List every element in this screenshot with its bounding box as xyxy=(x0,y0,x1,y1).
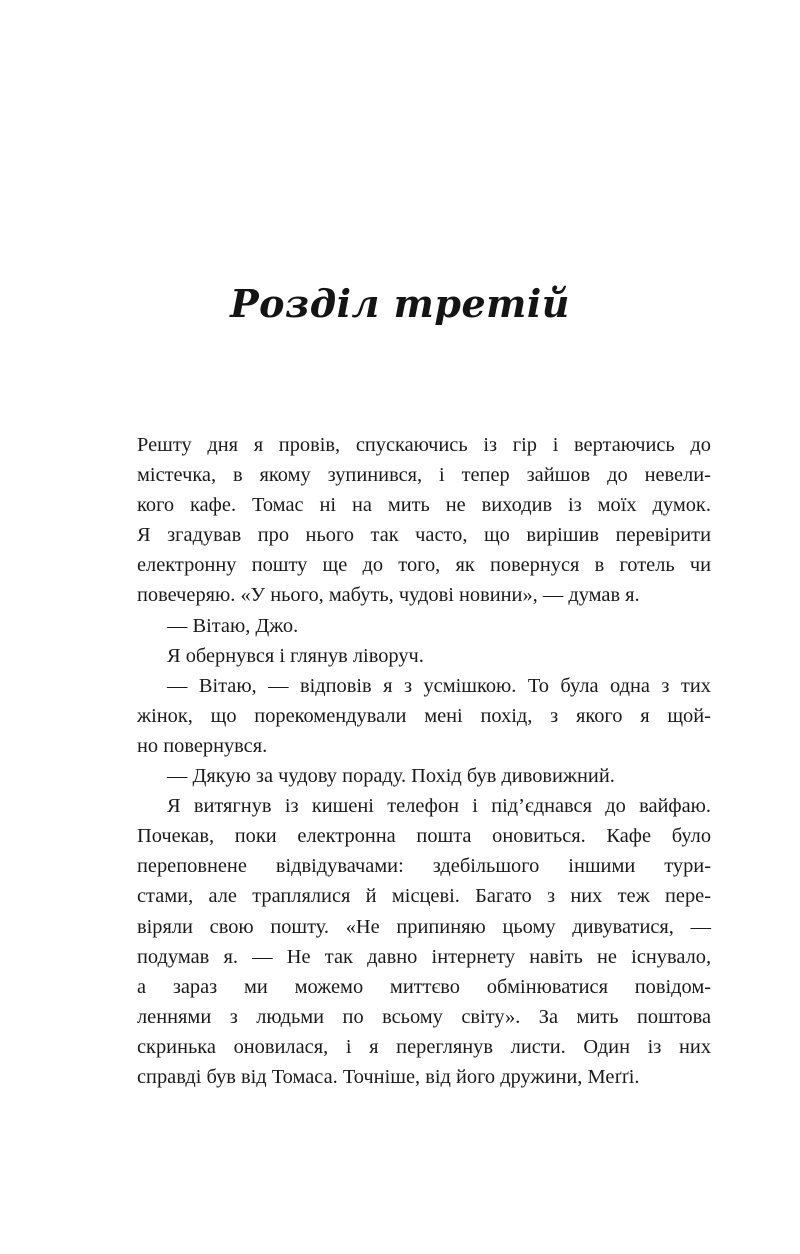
text-line: віряли свою пошту. «Не припиняю цьому дивуватися, — xyxy=(137,915,711,938)
body-text-block xyxy=(137,430,711,1092)
text-line: переповнене відвідувачами: здебільшого іншими тури- xyxy=(137,855,712,878)
text-line: скринька оновилася, і я переглянув листи. Один із них xyxy=(137,1035,712,1058)
text-line: містечка, в якому зупинився, і тепер зайшов до невели- xyxy=(137,464,711,487)
text-line: но повернувся. xyxy=(137,734,268,757)
text-line: електронну пошту ще до того, як повернуся в готель чи xyxy=(137,554,712,577)
paragraph xyxy=(137,430,711,611)
paragraph-indent xyxy=(137,791,167,821)
text-line: Я витягнув із кишені телефон і під’єднався до вайфаю. xyxy=(137,791,711,821)
paragraph xyxy=(137,641,711,671)
paragraph xyxy=(137,791,711,1092)
text-line: стами, але траплялися й місцеві. Багато з них теж пере- xyxy=(137,885,711,908)
paragraph xyxy=(137,611,711,641)
text-line: — Дякую за чудову пораду. Похід був дивовижний. xyxy=(167,765,615,788)
paragraph xyxy=(137,671,711,761)
text-line: Я згадував про нього так часто, що вирішив перевірити xyxy=(137,524,712,547)
paragraph-indent xyxy=(137,671,167,701)
text-line: Почекав, поки електронна пошта оновиться. Кафе було xyxy=(137,825,712,848)
text-line: — Вітаю, — відповів я з усмішкою. То була одна з тих xyxy=(137,671,711,701)
chapter-heading: Розділ третій xyxy=(230,281,570,327)
text-line: кого кафе. Томас ні на мить не виходив із моїх думок. xyxy=(137,494,711,517)
text-line: жінок, що порекомендували мені похід, з якого я щой- xyxy=(137,704,711,727)
text-line: справді був від Томаса. Точніше, від його дружини, Меґґі. xyxy=(137,1065,640,1088)
text-line: повечеряю. «У нього, мабуть, чудові новини», — думав я. xyxy=(137,584,640,607)
text-line: Я обернувся і глянув ліворуч. xyxy=(167,644,424,667)
text-line: а зараз ми можемо миттєво обмінюватися повідом- xyxy=(137,975,712,998)
text-line: леннями з людьми по всьому світу». За мить поштова xyxy=(137,1005,712,1028)
text-line: — Вітаю, Джо. xyxy=(167,614,299,637)
text-line: подумав я. — Не так давно інтернету навіть не існувало, xyxy=(137,945,712,968)
paragraph xyxy=(137,761,711,791)
text-line: Решту дня я провів, спускаючись із гір і вертаючись до xyxy=(137,434,711,456)
